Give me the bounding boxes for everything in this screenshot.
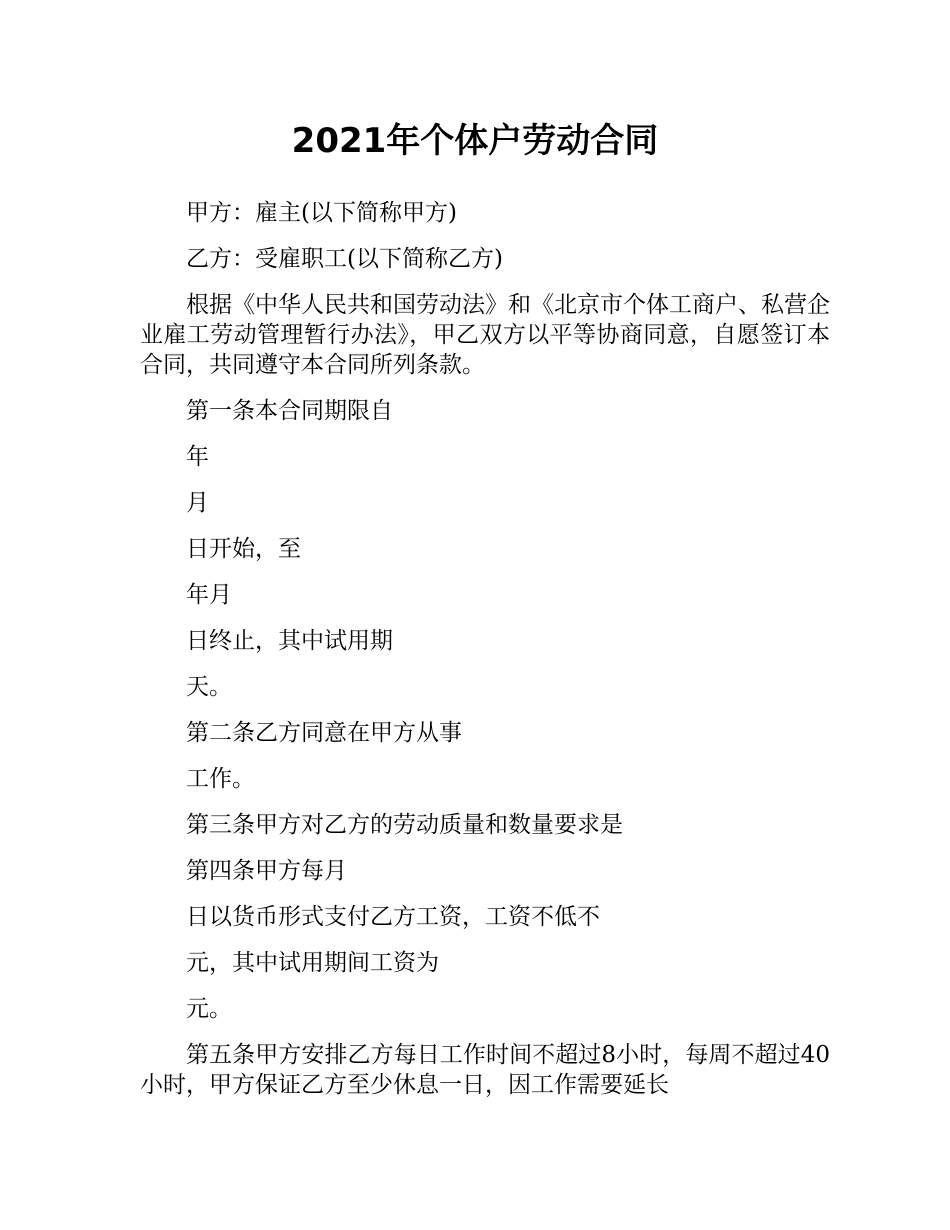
paragraph-wage-day: 日以货币形式支付乙方工资，工资不低不 <box>186 904 600 930</box>
paragraph-yuan: 元。 <box>186 996 232 1022</box>
paragraph-start-day: 日开始，至 <box>186 536 301 562</box>
paragraph-article-5: 第五条甲方安排乙方每日工作时间不超过8小时，每周不超过40小时，甲方保证乙方至少休息一日，因工作需要延长 <box>140 1042 830 1098</box>
paragraph-article-1: 第一条本合同期限自 <box>186 398 393 424</box>
paragraph-end-day: 日终止，其中试用期 <box>186 628 393 654</box>
paragraph-end-year-month: 年月 <box>186 582 232 608</box>
paragraph-article-3: 第三条甲方对乙方的劳动质量和数量要求是 <box>186 812 623 838</box>
document-body <box>140 198 830 1116</box>
document-title: 2021年个体户劳动合同 <box>291 121 659 161</box>
paragraph-work: 工作。 <box>186 766 255 792</box>
paragraph-year: 年 <box>186 444 209 470</box>
paragraph-article-2: 第二条乙方同意在甲方从事 <box>186 720 462 746</box>
paragraph-month: 月 <box>186 490 209 516</box>
paragraph-preamble: 根据《中华人民共和国劳动法》和《北京市个体工商户、私营企业雇工劳动管理暂行办法》，甲乙双方以平等协商同意，自愿签订本合同，共同遵守本合同所列条款。 <box>140 292 830 378</box>
paragraph-probation-wage: 元，其中试用期间工资为 <box>186 950 439 976</box>
paragraph-party-b: 乙方：受雇职工(以下简称乙方) <box>186 246 503 272</box>
paragraph-party-a: 甲方：雇主(以下简称甲方) <box>186 200 457 226</box>
paragraph-probation-days: 天。 <box>186 674 232 700</box>
paragraph-article-4: 第四条甲方每月 <box>186 858 347 884</box>
